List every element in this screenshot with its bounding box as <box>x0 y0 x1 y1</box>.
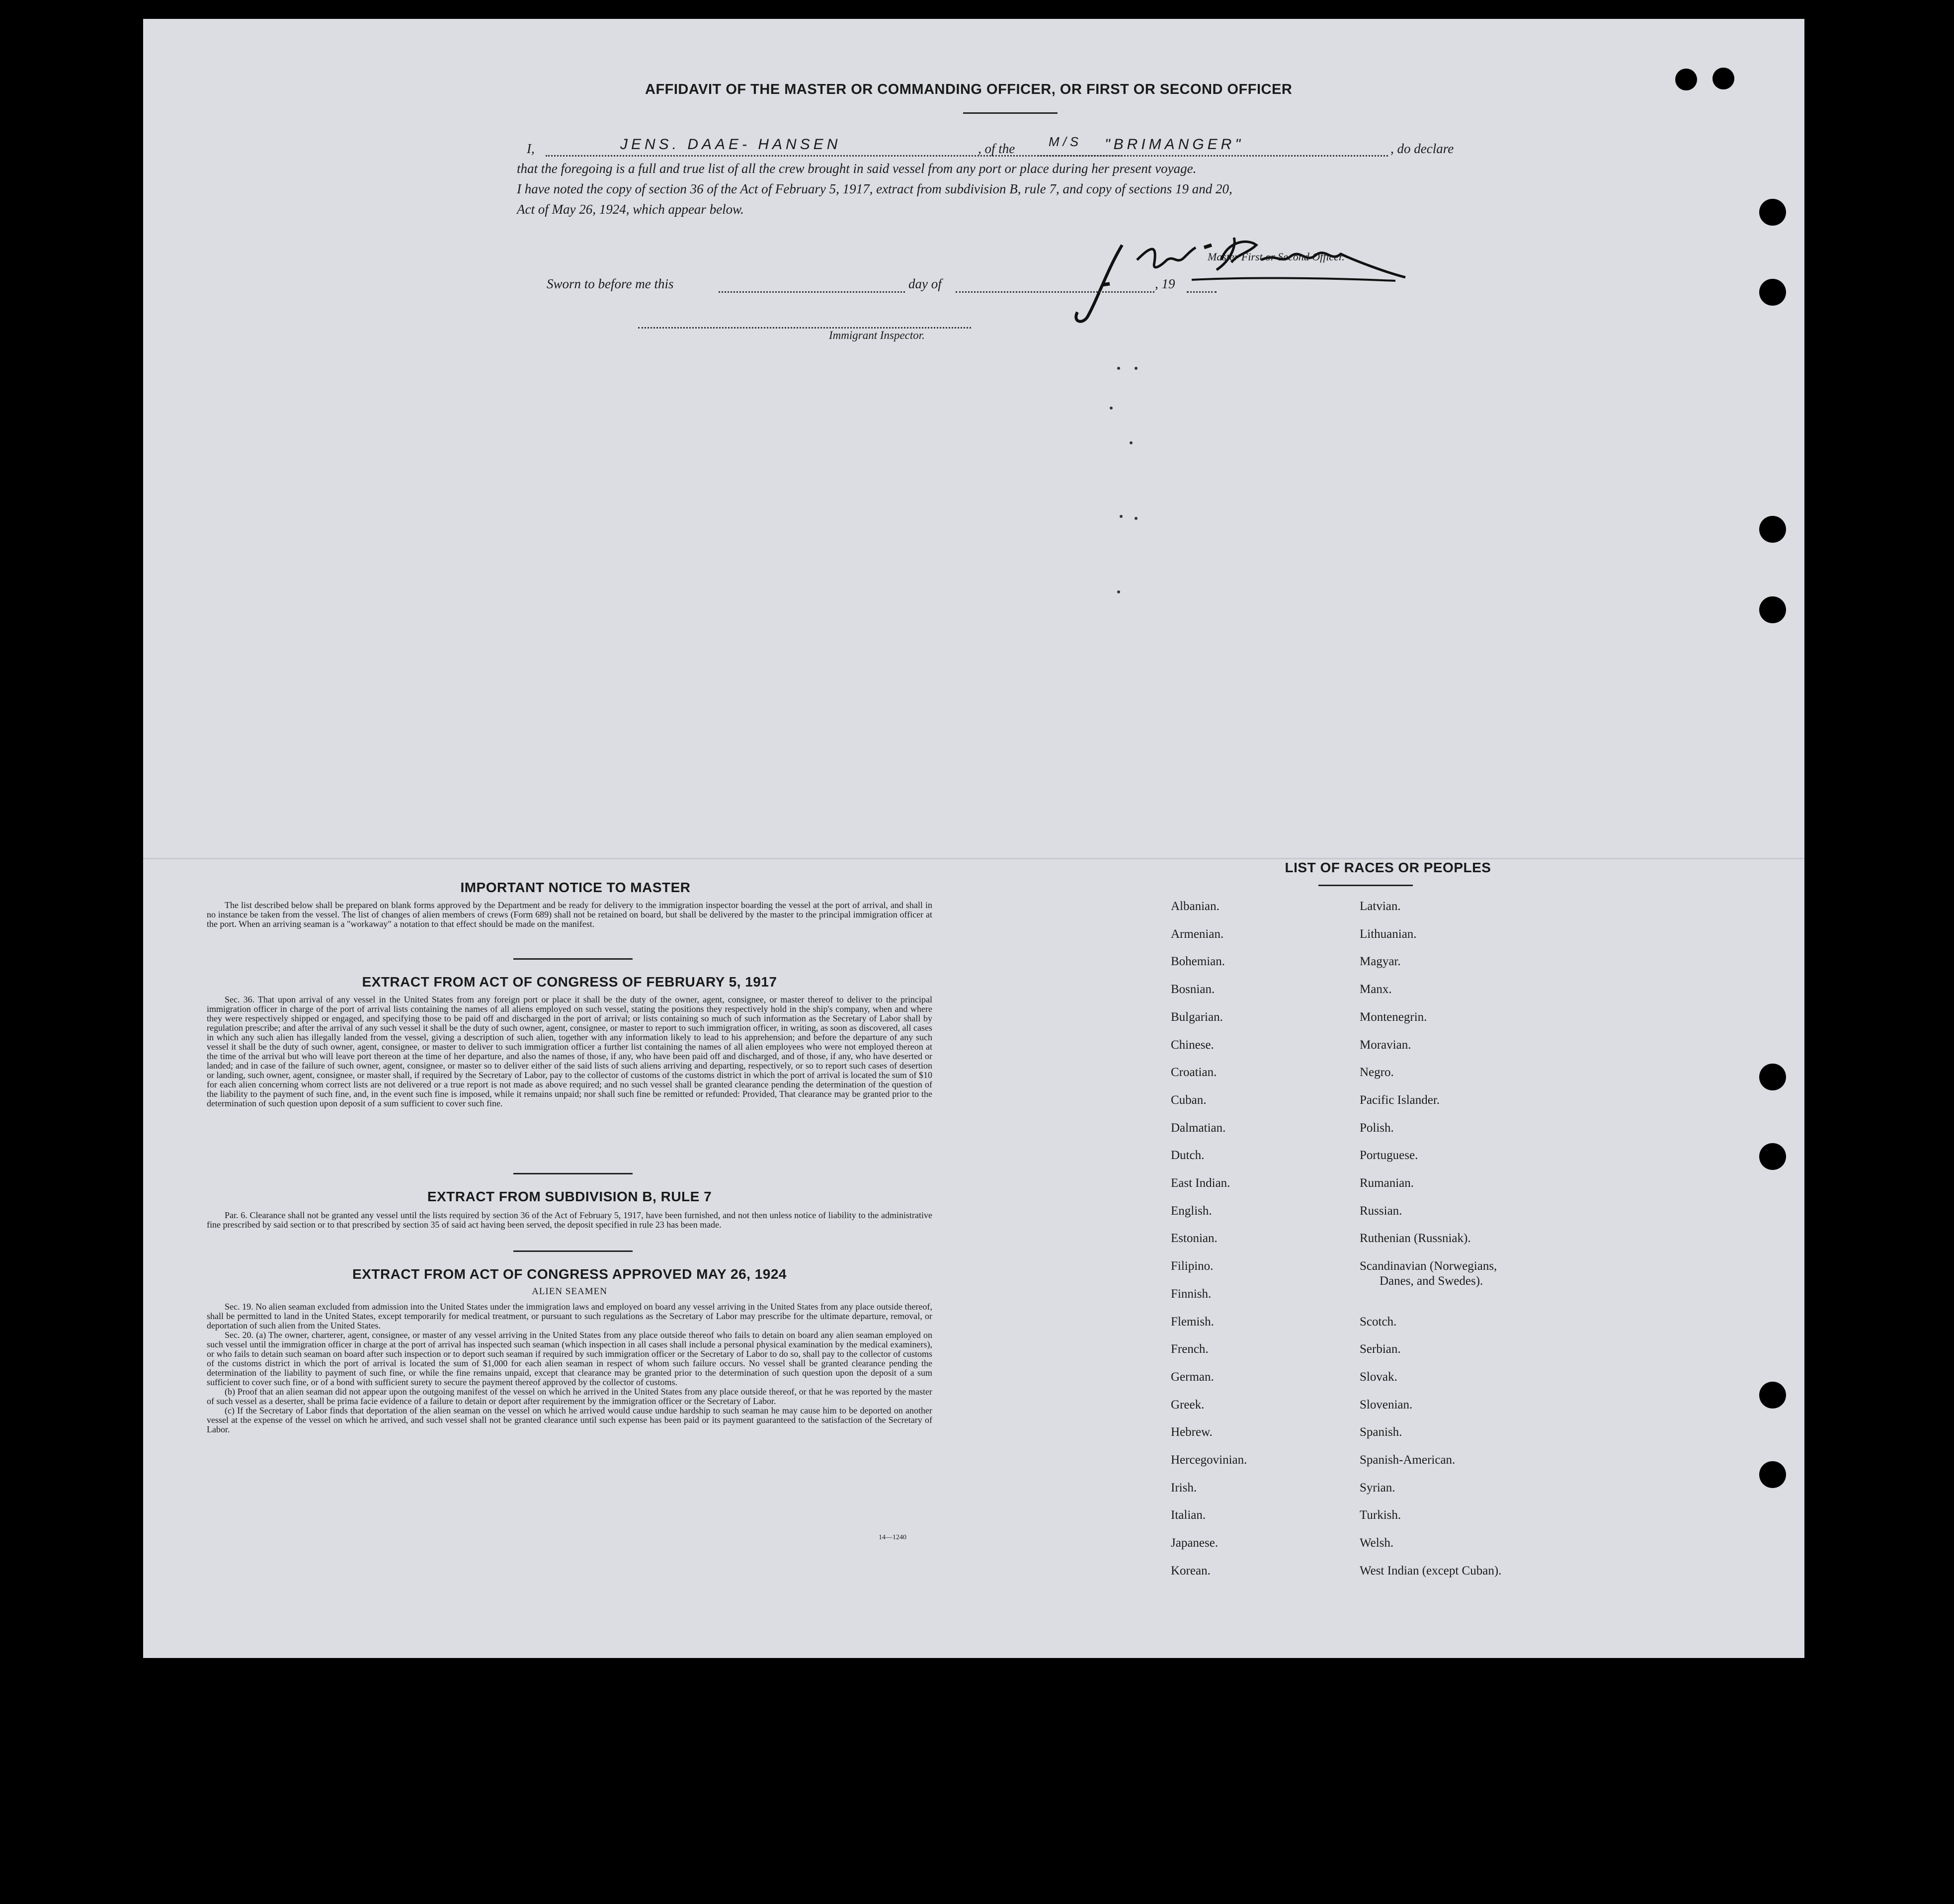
punch-hole <box>1759 596 1786 623</box>
notice-paragraph: The list described below shall be prepared on blank forms approved by the Department and be ready for delivery to the immigration inspector boarding the vessel at the port of arrival, and shall in no instance be taken from the vessel. The list of changes of alien members of crews (Form 689) shall not be retained on board, but shall be delivered by the master to the principal immigration officer at the port. When an arriving seaman is a "workaway" a notation to that effect should be made on the manifest. <box>207 900 932 929</box>
punch-hole <box>1759 516 1786 543</box>
race-item-continuation: Danes, and Swedes). <box>1380 1274 1483 1288</box>
scan-speck <box>1120 515 1123 518</box>
affidavit-text-line-1: that the foregoing is a full and true list of all the crew brought in said vessel from any port or place during her present voyage. <box>517 161 1197 176</box>
inspector-label: Immigrant Inspector. <box>829 329 925 341</box>
section-rule <box>513 1250 633 1252</box>
scan-speck <box>1117 367 1120 370</box>
race-item: French. <box>1171 1342 1209 1356</box>
extract-1917-title: EXTRACT FROM ACT OF CONGRESS OF FEBRUARY 5, 1917 <box>362 974 777 990</box>
section-19-paragraph: Sec. 19. No alien seaman excluded from admission into the United States under the immigration laws and employed on board any vessel arriving in the United States from any place outside thereof, shall be permitted to land in the United States, except temporarily for medical treatment, or pursuant to such regulations as the Secretary of Labor may prescribe for the ultimate departure, removal, or deportation of such alien from the United States. <box>207 1302 932 1330</box>
section-36-paragraph: Sec. 36. That upon arrival of any vessel in the United States from any foreign port or place it shall be the duty of the owner, agent, consignee, or master thereof to deliver to the principal immigration officer in charge of the port of arrival lists containing the names of all aliens employed on such vessel, stating the positions they respectively hold in the ship's company, when and where they were respectively shipped or engaged, and specifying those to be paid off and discharged in the port of arrival; or lists containing so much of such information as the Secretary of Labor shall by regulation prescribe; and after the arrival of any such vessel it shall be the duty of such owner, agent, consignee, or master to report to such immigration officer, in writing, as soon as discovered, all cases in which any such alien has illegally landed from the vessel, giving a description of such alien, together with any information likely to lead to his apprehension; and before the departure of any such vessel it shall be the duty of such owner, agent, consignee, or master to deliver to such immigration officer a further list containing the names of all alien employees who were not employed thereon at the time of the arrival but who will leave port thereon at the time of her departure, and also the names of those, if any, who have been paid off and discharged, and of those, if any, who have deserted or landed; and in case of the failure of such owner, agent, consignee, or master so to deliver either of the said lists of such aliens arriving and departing, respectively, or so to report such cases of desertion or landing, such owner, agent, consignee, or master shall, if required by the Secretary of Labor, pay to the collector of customs of the customs district in which the port of arrival is located the sum of $10 for each alien concerning whom correct lists are not delivered or a true report is not made as above required; and no such vessel shall be granted clearance pending the determination of the question of the liability to the payment of such fine, and, in the event such fine is imposed, while it remains unpaid; nor shall such fine be remitted or refunded: Provided, That clearance may be granted prior to the determination of such question upon deposit of a sum sufficient to cover such fine. <box>207 994 932 1108</box>
race-item: Ruthenian (Russniak). <box>1360 1232 1471 1245</box>
race-item: Montenegrin. <box>1360 1010 1427 1024</box>
race-item: Bohemian. <box>1171 955 1225 969</box>
extract-rule7-title: EXTRACT FROM SUBDIVISION B, RULE 7 <box>427 1189 712 1204</box>
punch-hole <box>1759 279 1786 306</box>
race-item: Russian. <box>1360 1204 1402 1218</box>
race-item: Lithuanian. <box>1360 927 1417 941</box>
notice-text <box>207 901 932 929</box>
race-item: English. <box>1171 1204 1212 1218</box>
race-item: Filipino. <box>1171 1259 1214 1273</box>
race-item: Bosnian. <box>1171 983 1215 996</box>
name-dotted-line <box>546 155 1122 157</box>
signature <box>1067 225 1410 330</box>
punch-hole <box>1759 1143 1786 1170</box>
day-of-label: day of <box>908 276 942 291</box>
race-item: Armenian. <box>1171 927 1224 941</box>
affidavit-text-line-3: Act of May 26, 1924, which appear below. <box>517 202 744 217</box>
race-item: Hercegovinian. <box>1171 1453 1247 1467</box>
section-20c-paragraph: (c) If the Secretary of Labor finds that deportation of the alien seaman on the vessel on which he arrived would cause undue hardship to such seaman he may cause him to be deported on another vessel at the expense of the vessel on which he arrived, and such vessel shall not be granted clearance until such expense has been paid or its payment guaranteed to the satisfaction of the Secretary of Labor. <box>207 1406 932 1434</box>
race-item: Croatian. <box>1171 1066 1217 1079</box>
race-item: Magyar. <box>1360 955 1401 969</box>
race-item: Japanese. <box>1171 1536 1219 1550</box>
of-the-label: , of the <box>978 141 1015 156</box>
race-item: Rumanian. <box>1360 1176 1414 1190</box>
i-label: I, <box>527 141 535 156</box>
race-item: Syrian. <box>1360 1481 1395 1494</box>
race-item: Spanish. <box>1360 1425 1402 1439</box>
sworn-label: Sworn to before me this <box>547 276 674 291</box>
race-item: Portuguese. <box>1360 1149 1418 1162</box>
race-item: Bulgarian. <box>1171 1010 1223 1024</box>
title-rule <box>963 112 1058 114</box>
sworn-year-line <box>1187 291 1217 293</box>
signer-role: Master First or Second Officer. <box>1208 250 1345 263</box>
races-title: LIST OF RACES OR PEOPLES <box>1285 860 1491 875</box>
race-item: Chinese. <box>1171 1038 1214 1052</box>
race-item: Estonian. <box>1171 1232 1218 1245</box>
race-item: Hebrew. <box>1171 1425 1213 1439</box>
scan-speck <box>1135 367 1138 370</box>
form-number: 14—1240 <box>879 1534 906 1541</box>
race-item: West Indian (except Cuban). <box>1360 1564 1502 1577</box>
extract-1917-text <box>207 995 932 1108</box>
race-item: Italian. <box>1171 1508 1206 1522</box>
section-rule <box>513 1173 633 1174</box>
master-name: JENS. DAAE- HANSEN <box>620 136 841 153</box>
race-item: Spanish-American. <box>1360 1453 1456 1467</box>
races-title-rule <box>1318 885 1413 886</box>
year-label: , 19 <box>1155 276 1175 291</box>
race-item: Dutch. <box>1171 1149 1205 1162</box>
race-item: Moravian. <box>1360 1038 1411 1052</box>
punch-hole <box>1759 1064 1786 1090</box>
race-item: Manx. <box>1360 983 1392 996</box>
punch-hole <box>1759 199 1786 226</box>
race-item: Cuban. <box>1171 1093 1207 1107</box>
race-item: Flemish. <box>1171 1315 1214 1328</box>
race-item: Greek. <box>1171 1398 1205 1411</box>
extract-1924-title: EXTRACT FROM ACT OF CONGRESS APPROVED MAY 26, 1924 <box>352 1266 787 1282</box>
punch-hole <box>1675 69 1697 90</box>
vessel-name: "BRIMANGER" <box>1105 136 1244 153</box>
fold-line <box>143 858 1804 859</box>
race-item: Finnish. <box>1171 1287 1212 1301</box>
rule7-paragraph: Par. 6. Clearance shall not be granted any vessel until the lists required by section 36 of the Act of February 5, 1917, have been furnished, and not then unless notice of liability to the administrative fine prescribed by said section or to that prescribed by section 35 of said act having been served, the deposit specified in rule 23 has been made. <box>207 1210 932 1230</box>
race-item: Welsh. <box>1360 1536 1394 1550</box>
extract-rule7-text <box>207 1211 932 1230</box>
scan-speck <box>1110 407 1113 410</box>
section-20b-paragraph: (b) Proof that an alien seaman did not appear upon the outgoing manifest of the vessel on which he arrived in the United States from any place outside thereof, or that he was reported by the master of such vessel as a deserter, shall be prima facie evidence of a failure to detain or deport after requirement by the immigration officer or the Secretary of Labor. <box>207 1387 932 1406</box>
race-item: Latvian. <box>1360 900 1401 913</box>
race-item: Dalmatian. <box>1171 1121 1226 1135</box>
race-item: East Indian. <box>1171 1176 1230 1190</box>
punch-hole <box>1759 1382 1786 1408</box>
race-item: Pacific Islander. <box>1360 1093 1440 1107</box>
vessel-prefix: M/S <box>1049 134 1082 149</box>
sworn-day-line <box>719 291 905 293</box>
scan-speck <box>1117 590 1120 593</box>
race-item: Scandinavian (Norwegians, <box>1360 1259 1497 1273</box>
vessel-dotted-line <box>1038 155 1388 157</box>
punch-hole <box>1712 68 1734 89</box>
notice-title: IMPORTANT NOTICE TO MASTER <box>460 880 691 895</box>
race-item: Slovak. <box>1360 1370 1397 1384</box>
section-20a-paragraph: Sec. 20. (a) The owner, charterer, agent, consignee, or master of any vessel arriving in the United States from any place outside thereof who fails to detain on board any alien seaman employed on such vessel until the immigration officer in charge at the port of arrival has inspected such seaman (which inspection in all cases shall include a personal physical examination by the medical examiners), or who fails to detain such seaman on board after such inspection or to deport such seaman if required by such immigration officer or the Secretary of Labor to do so, shall pay to the collector of customs of the customs district in which the port of arrival is located the sum of $1,000 for each alien seaman in respect of whom such failure occurs. No vessel shall be granted clearance pending the determination of the liability to payment of such fine, or while the fine remains unpaid, except that clearance may be granted prior to the determination of such question upon the deposit of a sum sufficient to cover such fine, or of a bond with sufficient surety to secure the payment thereof approved by the collector of customs. <box>207 1330 932 1387</box>
race-item: Turkish. <box>1360 1508 1401 1522</box>
scan-speck <box>1135 517 1138 520</box>
affidavit-title: AFFIDAVIT OF THE MASTER OR COMMANDING OFFICER, OR FIRST OR SECOND OFFICER <box>645 82 1293 97</box>
sworn-month-line <box>956 291 1154 293</box>
inspector-line <box>638 327 971 329</box>
race-item: Albanian. <box>1171 900 1220 913</box>
race-item: Slovenian. <box>1360 1398 1413 1411</box>
alien-seamen-subtitle: ALIEN SEAMEN <box>532 1286 607 1297</box>
race-item: Serbian. <box>1360 1342 1401 1356</box>
race-item: Korean. <box>1171 1564 1211 1577</box>
race-item: Irish. <box>1171 1481 1197 1494</box>
race-item: Negro. <box>1360 1066 1394 1079</box>
document-page <box>143 19 1804 1658</box>
affidavit-text-line-2: I have noted the copy of section 36 of the Act of February 5, 1917, extract from subdivision B, rule 7, and copy of sections 19 and 20, <box>517 181 1232 196</box>
race-item: German. <box>1171 1370 1214 1384</box>
race-item: Polish. <box>1360 1121 1394 1135</box>
extract-1924-text <box>207 1302 932 1434</box>
do-declare-label: , do declare <box>1390 141 1454 156</box>
scan-speck <box>1130 441 1133 444</box>
punch-hole <box>1759 1461 1786 1488</box>
section-rule <box>513 958 633 960</box>
race-item: Scotch. <box>1360 1315 1397 1328</box>
